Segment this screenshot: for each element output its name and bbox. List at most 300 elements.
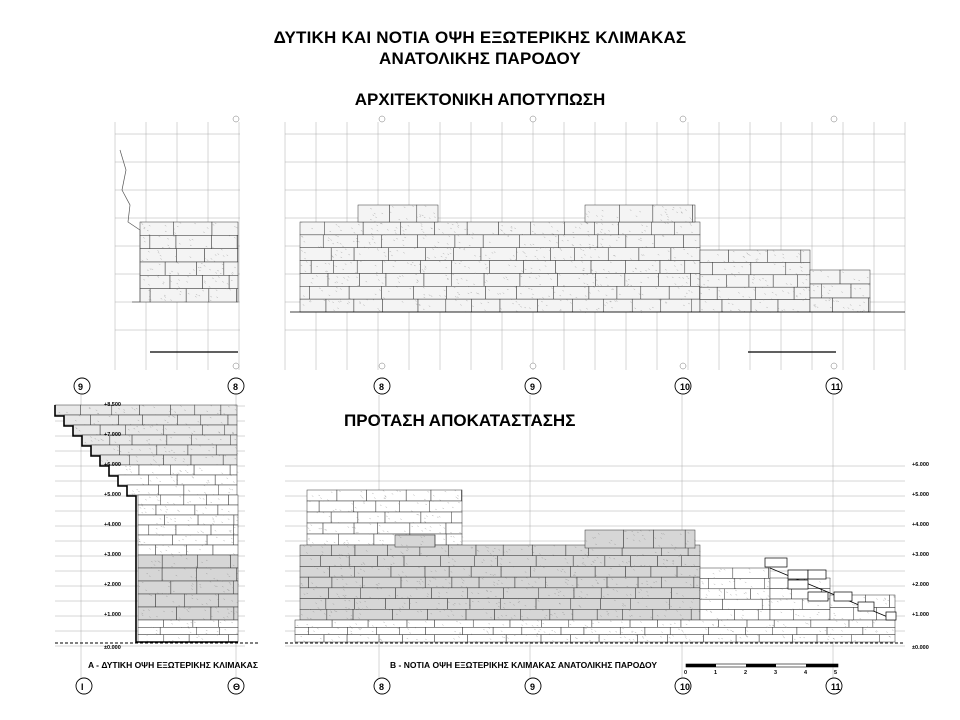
wall-block [193,620,219,627]
wall-block [693,205,695,222]
stair-step [73,425,237,435]
wall-block [765,578,770,588]
main-title-line-1: ΔΥΤΙΚΗ ΚΑΙ ΝΟΤΙΑ ΟΨΗ ΕΞΩΤΕΡΙΚΗΣ ΚΛΙΜΑΚΑΣ [273,28,687,47]
wall-block [708,627,745,634]
wall-block [399,627,425,634]
elevation-label: +4.000 [912,522,929,528]
wall-block [156,594,185,607]
wall-block [324,635,347,642]
wall-block [64,415,90,425]
wall-block [700,568,733,578]
wall-block [654,530,686,548]
wall-block [661,299,692,312]
wall-block [516,248,550,261]
wall-block [639,248,671,261]
axis-label: 9 [530,682,536,692]
wall-block [188,445,216,455]
wall-block [670,599,700,610]
wall-block [515,577,545,588]
wall-block [530,222,564,235]
wall-block [358,235,382,248]
wall-block [758,610,770,620]
elevation-label: +6.000 [104,462,121,468]
wall-block [138,545,156,555]
original-blocks [138,555,239,620]
scale-label: 4 [804,670,808,676]
wall-block [506,635,541,642]
wall-block [331,248,354,261]
scale-label: 1 [714,670,718,676]
wall-block [326,599,355,610]
wall-block [536,556,573,567]
wall-block [140,235,150,248]
wall-block [149,475,177,485]
wall-block [749,275,773,287]
wall-block [196,568,236,581]
wall-block [577,577,607,588]
wall-block [228,495,238,505]
wall-block [879,635,895,642]
wall-block [452,577,479,588]
wall-block [138,525,149,535]
wall-block [625,261,660,274]
wall-block [379,635,402,642]
wall-block [382,235,418,248]
wall-block [718,620,747,627]
wall-block [174,222,212,235]
wall-block [630,620,658,627]
axis-bubble-small [233,363,239,369]
wall-block [503,545,532,556]
wall-block [195,505,218,515]
wall-block [118,475,149,485]
wall-block [120,445,157,455]
stair-step [64,415,237,426]
wall-block [641,286,669,299]
wall-block [822,284,851,298]
wall-block [328,273,360,286]
wall-block [386,273,424,286]
wall-block [471,566,501,577]
wall-block [347,635,379,642]
wall-block [762,599,770,609]
wall-block [585,205,619,222]
wall-block [171,581,197,594]
wall-block [550,609,573,620]
wall-block [786,262,810,274]
wall-block [524,261,556,274]
wall-block [231,435,237,445]
wall-block [810,298,832,312]
block-tag [858,602,874,611]
wall-block [617,286,641,299]
wall-block [406,490,431,501]
wall-block [794,287,810,299]
wall-block [184,485,218,495]
wall-block [683,235,700,248]
wall-block [150,235,176,248]
wall-block [138,581,171,594]
wall-block [592,620,630,627]
main-title-line-2: ΑΝΑΤΟΛΙΚΗΣ ΠΑΡΟΔΟΥ [379,49,581,68]
wall-block [233,581,238,594]
wall-block [358,512,385,523]
wall-block [708,578,735,588]
wall-block [651,566,677,577]
axis-bubble-small [680,116,686,122]
wall-block [382,299,418,312]
wall-block [355,545,387,556]
wall-block [206,495,228,505]
wall-block [170,405,194,415]
wall-block [127,485,158,495]
wall-block [218,505,238,515]
wall-block [353,609,393,620]
wall-block [793,635,818,642]
wall-block [176,525,211,535]
restored-blocks [138,495,239,555]
wall-block [237,289,238,302]
proposal-south-elevation [285,490,905,643]
foundation-blocks [138,620,238,643]
wall-block [490,261,524,274]
wall-block [165,515,198,525]
wall-block [873,620,895,627]
wall-block [503,588,538,599]
wall-block [428,609,466,620]
wall-block [234,515,238,525]
wall-block [197,581,233,594]
wall-block [186,289,209,302]
wall-block [332,577,362,588]
wall-block [162,568,196,581]
wall-block [400,222,434,235]
wall-block [234,607,238,620]
wall-block [449,566,471,577]
wall-block [156,505,195,515]
wall-block [307,534,339,545]
wall-block [626,235,654,248]
wall-block [630,599,669,610]
wall-block [558,235,597,248]
wall-block [654,235,683,248]
wall-block [132,435,167,445]
wall-block [608,248,639,261]
wall-block [635,588,671,599]
wall-block [176,249,204,262]
survey-top-blocks [358,205,438,222]
wall-block [140,289,150,302]
elevation-label: +2.000 [104,582,121,588]
wall-block [575,248,609,261]
wall-block [670,627,708,634]
wall-block [320,556,349,567]
wall-block [156,545,187,555]
wall-block [681,620,718,627]
wall-block [532,545,565,556]
wall-block [295,635,324,642]
wall-block [225,425,237,435]
wall-block [653,205,693,222]
axis-bubble-small [680,363,686,369]
original-wall-blocks [300,545,701,621]
wall-block [660,261,685,274]
wall-block [229,275,238,288]
wall-block [215,475,237,485]
wall-block [184,495,207,505]
wall-block [605,556,631,567]
wall-block [138,627,160,634]
elevation-label: +3.000 [912,552,929,558]
axis-bubble-small [530,363,536,369]
wall-block [407,620,435,627]
wall-block [354,248,388,261]
wall-block [138,607,177,620]
wall-block [295,620,332,627]
wall-block [645,627,670,634]
scale-bar [684,664,838,676]
wall-block [467,635,506,642]
axis-bubble [76,678,92,694]
proposal-west-elevation [55,405,260,643]
wall-block [722,599,762,609]
wall-block [585,530,624,548]
wall-block [219,594,238,607]
block-tag [808,592,828,601]
wall-block [357,261,382,274]
wall-block [425,577,452,588]
wall-block [425,627,462,634]
wall-block [170,275,203,288]
wall-block [207,535,233,545]
wall-block [672,588,700,599]
wall-block [300,588,329,599]
wall-block [574,588,601,599]
wall-block [451,273,484,286]
wall-block [228,415,237,425]
scale-label: 5 [834,670,838,676]
wall-block [736,635,759,642]
wall-block [793,610,830,621]
wall-block [425,566,449,577]
wall-block [773,275,797,287]
wall-block [516,286,553,299]
rock-outline [120,150,140,302]
wall-block [91,445,120,455]
wall-block [520,609,550,620]
wall-block [569,620,592,627]
wall-block [300,566,330,577]
restored-upper-blocks [307,490,463,546]
wall-block [759,635,792,642]
wall-block [378,556,405,567]
wall-block [594,222,618,235]
wall-block [554,286,589,299]
wall-block [209,289,237,302]
wall-block [404,556,440,567]
wall-block [840,270,870,284]
wall-block [451,512,462,523]
wall-block [890,595,895,608]
axis-label: 9 [530,382,536,392]
wall-block [237,235,238,248]
wall-block [236,568,238,581]
wall-block [653,609,691,620]
wall-block [811,620,849,627]
wall-block [801,250,810,262]
wall-block [746,627,773,634]
wall-block [550,248,574,261]
wall-block [140,222,174,235]
wall-block [385,512,421,523]
wall-block [229,635,238,642]
block-tag [765,558,787,567]
wall-block [184,594,218,607]
scale-label: 0 [684,670,688,676]
wall-block [402,635,434,642]
wall-block [674,222,700,235]
wall-block [138,505,156,515]
wall-block [622,609,652,620]
wall-block [671,248,700,261]
wall-block [307,501,319,512]
wall-block [164,635,189,642]
wall-block [751,262,786,274]
wall-block [150,289,186,302]
wall-block [863,627,895,634]
wall-block [300,609,327,620]
wall-block [755,287,794,299]
wall-block [205,249,238,262]
wall-block [196,262,223,275]
wall-block [331,512,358,523]
axis-bubble-small [233,116,239,122]
wall-block [161,495,184,505]
wall-block [140,275,170,288]
wall-block [685,261,700,274]
block-tag [788,580,808,589]
wall-block [197,555,230,568]
wall-block [164,425,203,435]
wall-block [638,577,662,588]
elevation-label: ±0.000 [912,645,929,651]
wall-block [545,577,577,588]
wall-block [213,545,238,555]
wall-block [619,205,652,222]
wall-block [700,250,729,262]
wall-block [440,556,474,567]
wall-block [700,589,724,599]
wall-block [300,577,309,588]
wall-block [700,287,717,299]
block-tag [886,612,896,620]
wall-block [138,635,164,642]
wall-block [307,523,323,534]
wall-block [483,235,519,248]
scale-label: 2 [744,670,748,676]
wall-block [157,445,188,455]
wall-block [619,222,652,235]
wall-block [463,627,494,634]
wall-block [90,415,118,425]
wall-block [309,627,348,634]
wall-block [520,273,558,286]
wall-block [211,607,234,620]
wall-block [300,286,309,299]
wall-block [498,222,530,235]
wall-block [522,627,561,634]
elevation-labels-right [912,462,929,651]
wall-block [218,485,237,495]
wall-block [700,300,722,312]
wall-block [363,222,400,235]
wall-block [778,300,810,312]
wall-block [495,609,521,620]
survey-south-wall-step [810,270,870,312]
wall-block [662,577,694,588]
wall-block [418,299,446,312]
elevation-label: +1.000 [104,612,121,618]
original-top-blocks [585,530,696,548]
wall-block [700,262,713,274]
wall-block [300,273,328,286]
wall-block [220,627,238,634]
wall-block [733,568,769,578]
wall-block [119,415,143,425]
elevation-label: +1.000 [912,612,929,618]
wall-block [353,501,376,512]
wall-block [300,248,331,261]
wall-block [751,300,778,312]
wall-block [446,534,462,545]
wall-block [536,599,571,610]
survey-top-blocks [585,205,696,222]
wall-block [191,455,223,465]
wall-block [138,535,173,545]
wall-block [770,599,802,610]
wall-block [599,635,637,642]
wall-block [139,465,170,475]
wall-block [311,261,333,274]
wall-block [681,556,700,567]
wall-block [735,578,765,588]
wall-block [158,485,183,495]
elevation-label: +5.000 [912,492,929,498]
wall-block [323,235,358,248]
wall-block [773,627,797,634]
wall-block [810,284,822,298]
stair-step [109,465,238,475]
axis-bubble-small [831,363,837,369]
wall-block [129,455,163,465]
wall-block [435,620,474,627]
wall-block [519,235,558,248]
wall-block [541,620,568,627]
survey-south-wall [300,222,701,313]
wall-block [381,286,413,299]
wall-block [55,405,81,415]
wall-block [388,248,425,261]
wall-block [452,261,490,274]
wall-block [479,577,515,588]
axis-bubble-small [379,363,385,369]
wall-block [694,577,700,588]
wall-block [300,599,326,610]
wall-block [300,299,326,312]
wall-block [194,465,230,475]
elevation-label: +6.000 [912,462,929,468]
wall-block [164,620,193,627]
